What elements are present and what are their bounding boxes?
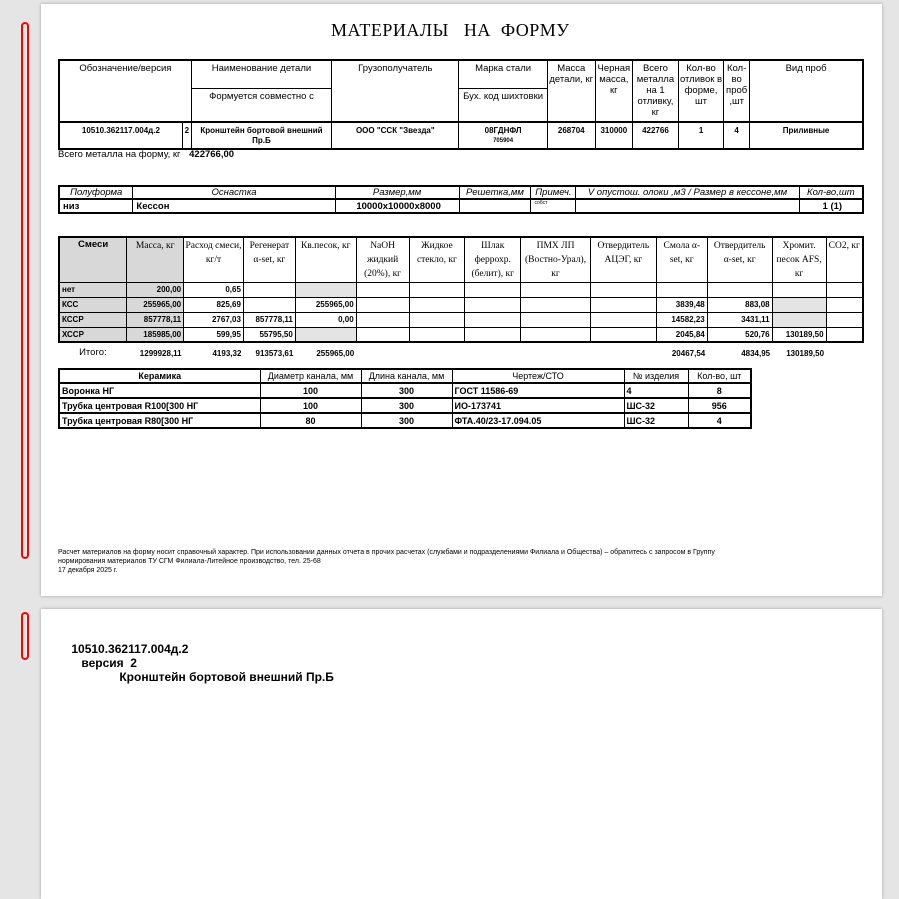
ceramics-cell: 100 [260,383,361,398]
mix-total-cell: 1299928,11 [139,349,182,358]
mix-cell [707,282,772,297]
form-header-cell: Полуформа [59,186,133,199]
cell-gruzopoluchatel: ООО "ССК "Звезда" [332,122,459,149]
mix-cell [590,312,656,327]
ceramics-header-cell: Керамика [59,369,260,383]
mix-total-cell: 20467,54 [671,349,706,358]
mix-total-cell [409,342,465,358]
mix-total-cell: 130189,50 [786,349,825,358]
mix-cell [521,327,591,342]
mix-cell: КСС [59,297,127,312]
mix-total-cell [826,342,863,358]
mix-cell [409,327,465,342]
col-naimenovanie: Наименование детали [191,60,331,88]
mix-cell [409,312,465,327]
form-header-cell: Решетка,мм [459,186,531,199]
mix-cell: 520,76 [707,327,772,342]
mix-cell [356,297,409,312]
cell-kolvo-otlivok: 1 [678,122,723,149]
mix-cell: 255965,00 [295,297,356,312]
mix-header-cell: NaOH жидкий (20%), кг [356,237,409,282]
mix-header-cell: Отвердитель α-set, кг [707,237,772,282]
mix-cell: 130189,50 [772,327,826,342]
mix-cell [465,282,521,297]
ceramics-header-cell: № изделия [624,369,688,383]
total-metal [58,149,234,160]
form-header-cell: Примеч. [531,186,576,199]
cell-oboznachenie: 10510.362117.004д.2 [59,122,182,149]
mix-cell: ХССР [59,327,127,342]
footer-note-line-2: нормирования материалов ТУ СГМ Филиала-Литейное производство, тел. 25-68 [58,558,321,565]
mix-header-cell: Масса, кг [127,237,184,282]
ceramics-table [58,368,752,429]
mix-header-cell: Регенерат α-set, кг [243,237,295,282]
mix-total-label: Итого: [79,347,107,358]
mix-cell [465,312,521,327]
mix-header-cell: Расход смеси, кг/т [184,237,244,282]
col-kolvo-otlivok: Кол-во отливок в форме, шт [678,60,723,122]
mix-cell: 255965,00 [127,297,184,312]
report-page-1 [41,4,882,596]
ceramics-cell: 300 [361,383,452,398]
mix-header-cell: Кв.песок, кг [295,237,356,282]
page-title: МАТЕРИАЛЫ НА ФОРМУ [331,20,570,40]
ceramics-cell: 300 [361,398,452,413]
mix-cell [465,297,521,312]
mix-cell [409,297,465,312]
form-header-cell: Оснастка [133,186,335,199]
mix-cell [826,312,863,327]
mix-table [58,236,864,358]
mix-cell [356,282,409,297]
mix-cell [826,282,863,297]
cell-chernaya: 310000 [595,122,632,149]
ceramics-header-cell: Длина канала, мм [361,369,452,383]
report-page-2 [41,609,882,899]
form-cell: Кессон [133,199,335,213]
mix-cell: 185985,00 [127,327,184,342]
cell-marka [459,122,547,149]
mix-cell [521,297,591,312]
page2-version: версия 2 [81,656,137,670]
ceramics-cell: 4 [688,413,751,428]
mix-cell [656,282,707,297]
mix-cell: КССР [59,312,127,327]
mix-total-cell [465,342,521,358]
mix-total-cell: 4193,32 [212,349,242,358]
total-metal-label: Всего металла на форму, кг [58,149,181,160]
mix-cell [295,282,356,297]
page-marker-2 [21,612,29,660]
ceramics-cell: ШС-32 [624,413,688,428]
total-metal-value: 422766,00 [189,149,235,160]
col-vid-prob: Вид проб [785,63,827,74]
ceramics-row [59,383,751,398]
charge-code: 705904 [493,138,514,144]
col-marka: Марка стали [459,60,547,88]
form-cell [576,199,799,213]
col-buh-kod: Бух. код шихтовки [459,88,547,122]
col-gruzopoluchatel: Грузополучатель [332,60,459,122]
form-cell: 1 (1) [822,200,843,212]
form-table [58,185,864,214]
ceramics-cell: 8 [688,383,751,398]
mix-cell: 2767,03 [184,312,244,327]
ceramics-header-cell: Чертеж/СТО [452,369,624,383]
ceramics-cell: 300 [361,413,452,428]
ceramics-cell: ГОСТ 11586-69 [452,383,624,398]
footer-note [58,548,868,575]
cell-kolvo-prob: 4 [724,122,750,149]
mix-header-cell: ПМХ ЛП (Востно-Урал), кг [521,237,591,282]
mix-cell [356,312,409,327]
ceramics-row [59,413,751,428]
mix-header-cell: Шлак феррохр. (белит), кг [465,237,521,282]
mix-row [59,312,863,327]
ceramics-header-cell: Диаметр канала, мм [260,369,361,383]
mix-cell: нет [59,282,127,297]
mix-row [59,327,863,342]
page2-code: 10510.362117.004д.2 [71,642,189,656]
mix-cell: 14582,23 [656,312,707,327]
ceramics-cell: Воронка НГ [59,383,260,398]
cell-vsego: 422766 [632,122,678,149]
mix-cell [295,327,356,342]
mix-cell: 857778,11 [243,312,295,327]
col-kolvo-prob: Кол-во проб ,шт [724,60,750,122]
mix-header-cell: Жидкое стекло, кг [409,237,465,282]
mix-cell [772,282,826,297]
mix-cell [465,327,521,342]
mix-header-cell: Отвердитель АЦЭГ, кг [590,237,656,282]
mix-cell: 0,65 [184,282,244,297]
mix-header-cell: Хромит. песок AFS, кг [772,237,826,282]
mix-cell [243,282,295,297]
ceramics-cell: 80 [260,413,361,428]
mix-cell [521,282,591,297]
footer-date: 17 декабря 2025 г. [58,567,118,574]
cell-versiya: 2 [182,122,191,149]
mix-cell [826,297,863,312]
col-formuetsya: Формуется совместно с [191,88,331,122]
steel-grade: 08ГДНФЛ [484,126,522,135]
mix-cell [590,282,656,297]
cell-massa: 268704 [547,122,595,149]
ceramics-cell: Трубка центровая R80[300 НГ [59,413,260,428]
mix-cell [772,297,826,312]
mix-total-cell [590,342,656,358]
mix-cell: 857778,11 [127,312,184,327]
col-chernaya: Черная масса, кг [595,60,632,122]
mix-cell [590,327,656,342]
mix-row [59,297,863,312]
col-vsego: Всего металла на 1 отливку, кг [632,60,678,122]
page2-name: Кронштейн бортовой внешний Пр.Б [119,670,334,684]
form-cell [459,199,531,213]
mix-cell [521,312,591,327]
mix-header-cell: Смола α-set, кг [656,237,707,282]
mix-cell [356,327,409,342]
form-header-cell: Кол-во,шт [806,187,855,198]
mix-cell [826,327,863,342]
mix-cell: 3431,11 [707,312,772,327]
ceramics-header-cell: Кол-во, шт [688,369,751,383]
mix-cell: 2045,84 [656,327,707,342]
col-oboznachenie: Обозначение/версия [59,60,191,88]
mix-cell: 55795,50 [243,327,295,342]
mix-cell: 825,69 [184,297,244,312]
mix-total-cell: 4834,95 [741,349,771,358]
footer-note-line-1: Расчет материалов на форму носит справочный характер. При использовании данных отчета в прочих расчетах (службами и подразделениями Филиала и Общества) – обратитесь с запросом в Группу [58,549,715,556]
ceramics-row [59,398,751,413]
ceramics-cell: 956 [688,398,751,413]
mix-header-cell: Смеси [59,237,127,282]
mix-header-cell: СО2, кг [826,237,863,282]
mix-cell [590,297,656,312]
mix-cell: 200,00 [127,282,184,297]
ceramics-cell: ФТА.40/23-17.094.05 [452,413,624,428]
mix-cell [243,297,295,312]
col-massa: Масса детали, кг [547,60,595,122]
mix-total-cell: 913573,61 [255,349,294,358]
mix-total-cell: 255965,00 [316,349,355,358]
form-cell: собст [531,199,576,213]
mix-cell [772,312,826,327]
form-cell: низ [59,199,133,213]
form-cell: 10000х10000х8000 [335,199,459,213]
ceramics-cell: ШС-32 [624,398,688,413]
mix-cell: 883,08 [707,297,772,312]
cell-naimenovanie: Кронштейн бортовой внешний Пр.Б [191,122,331,149]
ceramics-cell: 4 [624,383,688,398]
cell-vid-prob: Приливные [782,126,830,135]
ceramics-cell: 100 [260,398,361,413]
mix-cell: 599,95 [184,327,244,342]
page2-header [58,628,334,698]
detail-table [58,59,864,150]
mix-cell: 0,00 [295,312,356,327]
form-header-cell: Размер,мм [335,186,459,199]
page-marker-1 [21,22,29,559]
mix-row [59,282,863,297]
form-header-cell: V опустош. олоки ,м3 / Размер в кессоне,мм [576,186,799,199]
mix-total-cell [521,342,591,358]
ceramics-cell: ИО-173741 [452,398,624,413]
mix-cell: 3839,48 [656,297,707,312]
ceramics-cell: Трубка центровая R100[300 НГ [59,398,260,413]
mix-total-cell [356,342,409,358]
mix-cell [409,282,465,297]
